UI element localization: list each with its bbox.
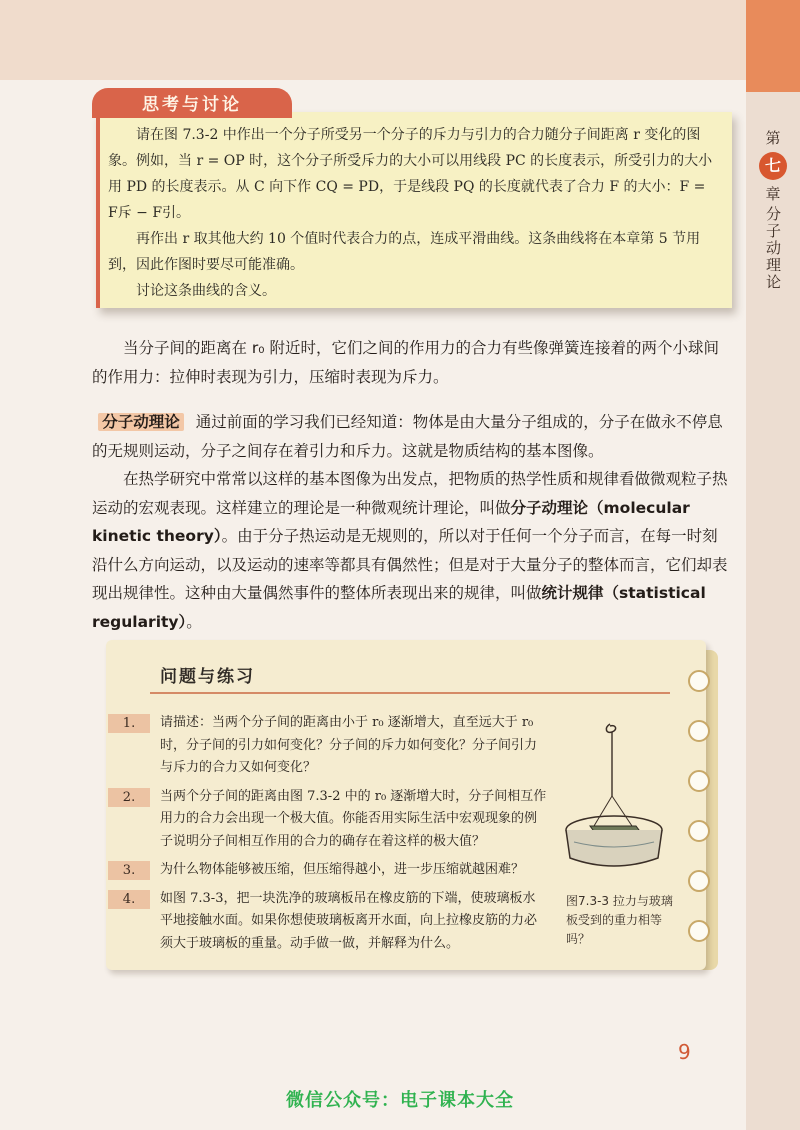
body-paragraph-1 bbox=[92, 334, 728, 391]
chapter-label bbox=[746, 128, 800, 296]
body-paragraph-3b: 。由于分子热运动是无规则的，所以对于任何一个分子而言，在每一时刻沿什么方向运动，以及运动的速率等都具有偶然性；但是对于大量分子的整体而言，它们却表现出规律性。这种由大量偶然事件的整体所表现出来的规律，叫做 bbox=[92, 527, 728, 602]
string-left bbox=[594, 796, 612, 826]
glass-plate-water-figure bbox=[558, 718, 668, 878]
exercise-item bbox=[108, 859, 548, 882]
binder-ring-icon bbox=[688, 770, 710, 792]
exercise-number: 1. bbox=[108, 714, 150, 733]
body-paragraph-1-text: 当分子间的距离在 r₀ 附近时，它们之间的作用力的合力有些像弹簧连接着的两个小球间的作用力：拉伸时表现为引力，压缩时表现为斥力。 bbox=[92, 339, 719, 386]
exercise-number: 3. bbox=[108, 861, 150, 880]
exercise-text: 为什么物体能够被压缩，但压缩得越小，进一步压缩就越困难？ bbox=[160, 862, 525, 877]
exercise-number: 2. bbox=[108, 788, 150, 807]
think-paragraph-1: 请在图 7.3-2 中作出一个分子所受另一个分子的斥力与引力的合力随分子间距离 r 变化的图象。例如，当 r = OP 时，这个分子所受斥力的大小可以用线段 PC 的长度表示，所受引力的大小用 PD 的长度表示。从 C 向下作 CQ = PD，于是线段 PQ 的长度就代表了合力 F 的大小：F = F斥 − F引。 bbox=[108, 127, 713, 221]
chapter-number-badge: 七 bbox=[759, 152, 787, 180]
chapter-side-tab-top bbox=[746, 0, 800, 92]
hand-sketch bbox=[606, 724, 615, 732]
body-paragraph-3c: 。 bbox=[186, 612, 202, 631]
exercise-text: 请描述：当两个分子间的距离由小于 r₀ 逐渐增大，直至远大于 r₀ 时，分子间的引力如何变化？分子间的斥力如何变化？分子间引力与斥力的合力又如何变化？ bbox=[160, 715, 538, 775]
term-statistical-regularity-en: （statistical regularity） bbox=[92, 584, 706, 631]
string-right bbox=[612, 796, 632, 826]
chapter-suffix: 章 bbox=[765, 185, 781, 203]
term-kinetic-theory: 分子动理论 bbox=[510, 498, 589, 517]
page-number: 9 bbox=[678, 1040, 691, 1064]
binder-ring-icon bbox=[688, 870, 710, 892]
section-kinetic-theory bbox=[92, 408, 728, 636]
exercise-item bbox=[108, 712, 548, 780]
body-paragraph-3a: 在热学研究中常常以这样的基本图像为出发点，把物质的热学性质和规律看做微观粒子热运动的宏观表现。这样建立的理论是一种微观统计理论，叫做 bbox=[92, 470, 728, 517]
term-kinetic-theory-en: （molecular kinetic theory） bbox=[92, 498, 690, 545]
exercise-item bbox=[108, 786, 548, 854]
think-discuss-title: 思考与讨论 bbox=[142, 95, 242, 115]
chapter-prefix: 第 bbox=[765, 129, 781, 147]
top-band bbox=[0, 0, 800, 80]
exercise-list bbox=[108, 712, 548, 961]
footer-watermark: 微信公众号：电子课本大全 bbox=[286, 1090, 514, 1111]
exercise-item bbox=[108, 888, 548, 956]
think-paragraph-2: 再作出 r 取其他大约 10 个值时代表合力的点，连成平滑曲线。这条曲线将在本章第 5 节用到，因此作图时要尽可能准确。 bbox=[108, 231, 701, 273]
binder-ring-icon bbox=[688, 820, 710, 842]
term-statistical-regularity: 统计规律 bbox=[541, 584, 604, 602]
binder-ring-icon bbox=[688, 920, 710, 942]
chapter-title: 分子动理论 bbox=[764, 206, 782, 291]
binder-ring-icon bbox=[688, 720, 710, 742]
exercise-text: 如图 7.3-3，把一块洗净的玻璃板吊在橡皮筋的下端，使玻璃板水平地接触水面。如果你想使玻璃板离开水面，向上拉橡皮筋的力必须大于玻璃板的重量。动手做一做，并解释为什么。 bbox=[160, 890, 538, 951]
section-keyword: 分子动理论 bbox=[98, 413, 184, 431]
think-paragraph-3: 讨论这条曲线的含义。 bbox=[136, 283, 276, 299]
think-discuss-text bbox=[108, 122, 716, 304]
binder-ring-icon bbox=[688, 670, 710, 692]
exercise-title-rule bbox=[150, 692, 670, 694]
exercise-text: 当两个分子间的距离由图 7.3-2 中的 r₀ 逐渐增大时，分子间相互作用力的合力会出现一个极大值。你能否用实际生活中宏观现象的例子说明分子间相互作用的合力的确存在着这样的极大值？ bbox=[160, 788, 547, 849]
exercise-title: 问题与练习 bbox=[160, 667, 255, 687]
exercise-number: 4. bbox=[108, 890, 150, 909]
body-paragraph-2-text: 通过前面的学习我们已经知道：物体是由大量分子组成的，分子在做永不停息的无规则运动，分子之间存在着引力和斥力。这就是物质结构的基本图像。 bbox=[92, 413, 723, 460]
figure-caption: 图7.3-3 拉力与玻璃板受到的重力相等吗？ bbox=[566, 894, 673, 946]
basin-body bbox=[566, 830, 662, 866]
